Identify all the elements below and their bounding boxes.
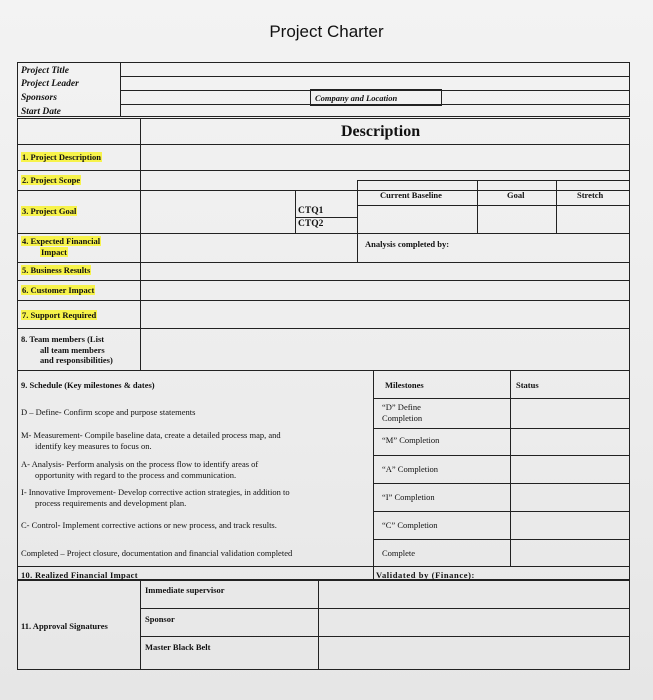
project-scope-label: 2. Project Scope — [22, 175, 81, 185]
measure-phase-text: M- Measurement- Compile baseline data, create a detailed process map, and identify key measures to focus on. — [21, 430, 281, 451]
define-completion-milestone: “D” Define Completion — [382, 402, 423, 423]
c-completion-milestone: “C” Completion — [382, 520, 438, 530]
schedule-heading: 9. Schedule (Key milestones & dates) — [21, 380, 155, 390]
ctq2-label: CTQ2 — [298, 219, 324, 229]
team-members-label: 8. Team members (List all team members and responsibilities) — [21, 334, 113, 365]
analysis-completed-by-label: Analysis completed by: — [365, 239, 450, 249]
define-phase-text: D – Define- Confirm scope and purpose statements — [21, 407, 196, 417]
start-date-label: Start Date — [21, 107, 61, 117]
a-completion-milestone: “A” Completion — [382, 464, 438, 474]
sponsor-signature-label: Sponsor — [145, 614, 175, 624]
milestones-header: Milestones — [385, 380, 424, 390]
sponsors-label: Sponsors — [21, 93, 57, 103]
project-leader-label: Project Leader — [21, 79, 79, 89]
description-heading: Description — [341, 123, 421, 140]
goal-header: Goal — [507, 190, 525, 200]
improve-phase-text: I- Innovative Improvement- Develop corrective action strategies, in addition to process requirements and development plan. — [21, 487, 290, 508]
i-completion-milestone: “I” Completion — [382, 492, 435, 502]
project-description-label: 1. Project Description — [22, 152, 101, 162]
business-results-label: 5. Business Results — [22, 265, 91, 275]
complete-milestone: Complete — [382, 548, 416, 558]
approval-signatures-label: 11. Approval Signatures — [21, 621, 108, 631]
expected-financial-impact-label: 4. Expected Financial Impact — [22, 236, 101, 257]
approval-signatures-block — [17, 580, 630, 670]
ctq1-label: CTQ1 — [298, 206, 324, 216]
m-completion-milestone: “M” Completion — [382, 435, 440, 445]
validated-by-finance-label: Validated by (Finance): — [376, 570, 475, 580]
project-goal-label: 3. Project Goal — [22, 206, 77, 216]
realized-financial-impact-label: 10. Realized Financial Impact — [21, 570, 138, 580]
control-phase-text: C- Control- Implement corrective actions or new process, and track results. — [21, 520, 277, 530]
master-black-belt-label: Master Black Belt — [145, 642, 211, 652]
customer-impact-label: 6. Customer Impact — [22, 285, 95, 295]
immediate-supervisor-label: Immediate supervisor — [145, 585, 225, 595]
analysis-phase-text: A- Analysis- Perform analysis on the process flow to identify areas of opportunity with regard to the process and communication. — [21, 459, 259, 480]
page-title: Project Charter — [269, 22, 384, 41]
stretch-header: Stretch — [577, 190, 604, 200]
current-baseline-header: Current Baseline — [380, 190, 442, 200]
completed-phase-text: Completed – Project closure, documentation and financial validation completed — [21, 548, 293, 558]
project-title-label: Project Title — [21, 66, 69, 76]
company-location-label: Company and Location — [315, 93, 398, 103]
support-required-label: 7. Support Required — [22, 310, 97, 320]
status-header: Status — [516, 380, 539, 390]
